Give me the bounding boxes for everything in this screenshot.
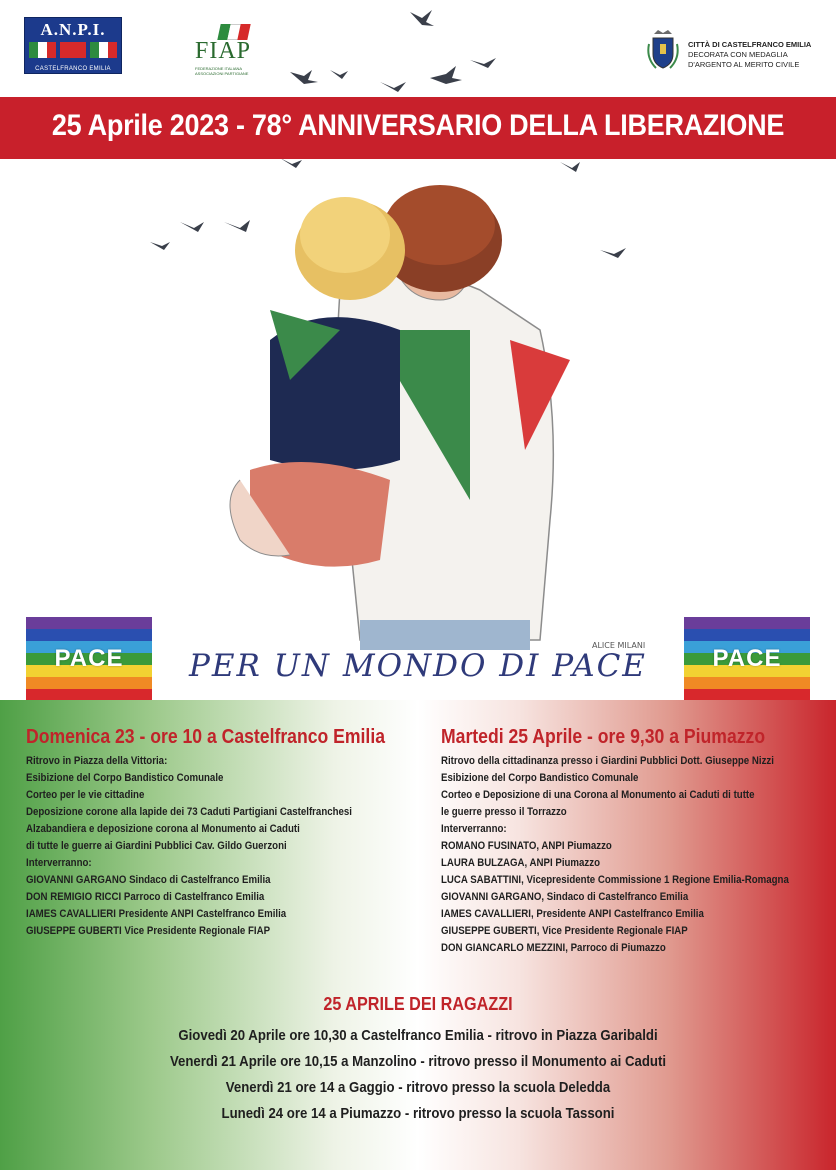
program-line: Alzabandiera e deposizione corona al Monumento ai Caduti	[26, 823, 300, 835]
fiap-logo-subtitle: FEDERAZIONE ITALIANA ASSOCIAZIONI PARTIGIANE	[195, 66, 249, 76]
program-line: di tutte le guerre ai Giardini Pubblici Cav. Gildo Guerzoni	[26, 840, 287, 852]
program-line: Deposizione corone alla lapide dei 73 Caduti Partigiani Castelfranchesi	[26, 806, 352, 818]
program-line: Ritrovo in Piazza della Vittoria:	[26, 755, 168, 767]
ragazzi-heading: 25 APRILE DEI RAGAZZI	[323, 994, 513, 1014]
program-line: le guerre presso il Torrazzo	[441, 806, 567, 818]
program-line: IAMES CAVALLIERI Presidente ANPI Castelfranco Emilia	[26, 908, 287, 920]
comune-line-2: DECORATA CON MEDAGLIA	[688, 50, 788, 59]
left-program	[26, 726, 426, 940]
anpi-logo	[24, 17, 122, 74]
left-program-heading: Domenica 23 - ore 10 a Castelfranco Emilia	[26, 726, 385, 748]
program-line: Interverranno:	[26, 857, 92, 869]
fiap-logo	[195, 22, 255, 77]
artist-signature: ALICE MILANI	[592, 641, 646, 650]
program-line: Esibizione del Corpo Bandistico Comunale	[26, 772, 224, 784]
anpi-logo-title: A.N.P.I.	[40, 20, 106, 39]
coat-of-arms-icon	[646, 30, 680, 72]
right-program	[441, 726, 821, 957]
program-line: Corteo e Deposizione di una Corona al Monumento ai Caduti di tutte	[441, 789, 755, 801]
peace-slogan: PER UN MONDO DI PACE	[189, 648, 647, 684]
right-program-heading: Martedi 25 Aprile - ore 9,30 a Piumazzo	[441, 726, 766, 748]
ragazzi-line: Venerdì 21 Aprile ore 10,15 a Manzolino - ritrovo presso il Monumento ai Caduti	[169, 1053, 667, 1070]
ragazzi-line: Lunedì 24 ore 14 a Piumazzo - ritrovo presso la scuola Tassoni	[221, 1105, 615, 1122]
comune-line-3: D'ARGENTO AL MERITO CIVILE	[688, 60, 800, 69]
ragazzi-section	[0, 994, 836, 1127]
title-banner	[0, 97, 836, 159]
program-section	[0, 700, 836, 1170]
fiap-logo-title: FIAP	[195, 38, 252, 64]
program-line: LAURA BULZAGA, ANPI Piumazzo	[441, 857, 601, 869]
program-line: DON REMIGIO RICCI Parroco di Castelfranco Emilia	[26, 891, 265, 903]
peace-flag-left-label: PACE	[54, 645, 124, 672]
program-line: GIUSEPPE GUBERTI Vice Presidente Regionale FIAP	[26, 925, 271, 937]
ragazzi-line: Giovedì 20 Aprile ore 10,30 a Castelfranco Emilia - ritrovo in Piazza Garibaldi	[178, 1027, 658, 1044]
page-title: 25 Aprile 2023 - 78° ANNIVERSARIO DELLA LIBERAZIONE	[51, 109, 785, 142]
ragazzi-line: Venerdì 21 ore 14 a Gaggio - ritrovo presso la scuola Deledda	[225, 1079, 611, 1096]
anpi-flags-icon	[29, 42, 117, 58]
peace-flag-right-label: PACE	[712, 645, 782, 672]
program-line: Corteo per le vie cittadine	[26, 789, 145, 801]
program-line: Ritrovo della cittadinanza presso i Giardini Pubblici Dott. Giuseppe Nizzi	[441, 755, 774, 767]
program-line: Interverranno:	[441, 823, 507, 835]
program-line: DON GIANCARLO MEZZINI, Parroco di Piumazzo	[441, 942, 666, 954]
program-line: Esibizione del Corpo Bandistico Comunale	[441, 772, 639, 784]
comune-logo	[646, 30, 826, 80]
comune-name: CITTÀ DI CASTELFRANCO EMILIA	[688, 40, 812, 49]
program-line: IAMES CAVALLIERI, Presidente ANPI Castelfranco Emilia	[441, 908, 704, 920]
program-line: GIUSEPPE GUBERTI, Vice Presidente Regionale FIAP	[441, 925, 688, 937]
program-line: ROMANO FUSINATO, ANPI Piumazzo	[441, 840, 612, 852]
program-line: GIOVANNI GARGANO Sindaco di Castelfranco Emilia	[26, 874, 271, 886]
program-line: GIOVANNI GARGANO, Sindaco di Castelfranco Emilia	[441, 891, 689, 903]
anpi-logo-subtitle: CASTELFRANCO EMILIA	[35, 66, 111, 72]
program-line: LUCA SABATTINI, Vicepresidente Commissione 1 Regione Emilia-Romagna	[441, 874, 789, 886]
